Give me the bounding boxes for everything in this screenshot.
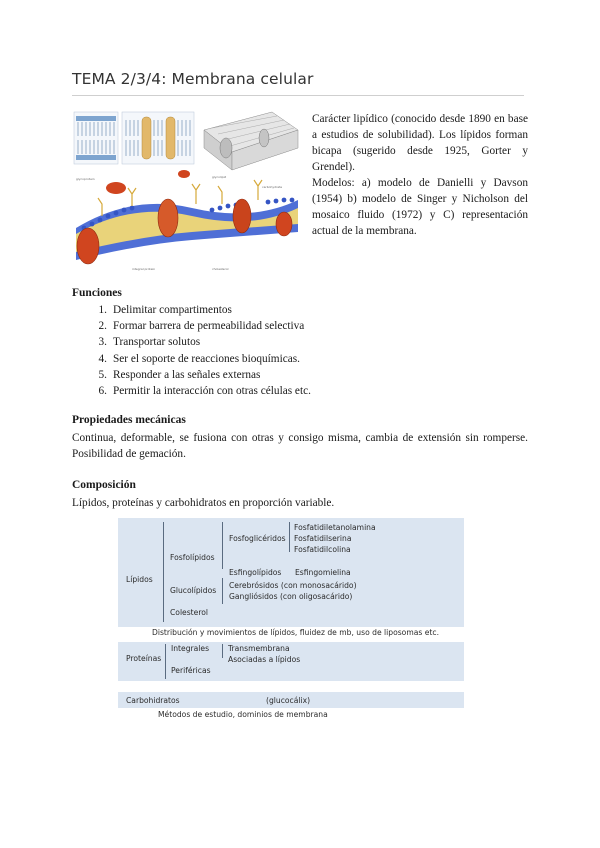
table-divider [165, 644, 166, 679]
esfingolipidos-label: Esfingolípidos [229, 568, 282, 577]
svg-text:carbohydrate: carbohydrate [262, 185, 283, 189]
fosfo-item: Fosfatidilcolina [294, 545, 351, 554]
page-title: TEMA 2/3/4: Membrana celular [72, 70, 314, 88]
list-item: 6. Permitir la interacción con otras células etc. [98, 385, 311, 398]
list-item: 5. Responder a las señales externas [98, 368, 261, 381]
row-label-lipidos: Lípidos [126, 575, 153, 584]
bilayer-model-a [74, 112, 118, 164]
perifericas-label: Periféricas [171, 666, 211, 675]
title-divider [72, 95, 524, 96]
esfingomielina-label: Esfingomielina [295, 568, 351, 577]
svg-text:integral protein: integral protein [132, 267, 156, 271]
current-membrane-illustration [76, 170, 298, 271]
section-heading-composicion: Composición [72, 479, 136, 491]
section-heading-propiedades: Propiedades mecánicas [72, 414, 186, 426]
intro-text [312, 111, 528, 239]
fosfo-item: Fosfatidiletanolamina [294, 523, 376, 532]
table-divider [222, 578, 223, 604]
composicion-text: Lípidos, proteínas y carbohidratos en proporción variable. [72, 497, 335, 509]
membrane-models-figure [72, 108, 300, 274]
fosfolipidos-label: Fosfolípidos [170, 553, 215, 562]
list-item: 3. Transportar solutos [98, 336, 201, 349]
table-divider [163, 522, 164, 622]
table-divider [289, 522, 290, 552]
glucolipidos-label: Glucolípidos [170, 586, 217, 595]
fosfo-item: Fosfatidilserina [294, 534, 352, 543]
list-item: 1. Delimitar compartimentos [98, 304, 232, 316]
fosfogliceridos-label: Fosfoglicéridos [229, 534, 286, 543]
carbohidratos-note: Métodos de estudio, dominios de membrana [158, 710, 328, 719]
asociadas-label: Asociadas a lípidos [228, 655, 301, 664]
propiedades-text: Continua, deformable, se fusiona con otras y consigo misma, cambia de extensión sin romperse. Posibilidad de gemación. [72, 432, 528, 461]
bilayer-model-b [122, 112, 194, 164]
section-heading-funciones: Funciones [72, 287, 122, 299]
mosaic-sketch [204, 112, 298, 170]
list-item: 4. Ser el soporte de reacciones bioquímicas. [98, 352, 300, 365]
list-item: 2. Formar barrera de permeabilidad selectiva [98, 320, 305, 333]
glucocalix-label: (glucocálix) [266, 696, 311, 705]
transmembrana-label: Transmembrana [228, 644, 290, 653]
gangliosidos-label: Gangliósidos (con oligosacárido) [229, 592, 353, 601]
cerebrosidos-label: Cerebrósidos (con monosacárido) [229, 581, 357, 590]
table-divider [222, 522, 223, 569]
table-divider [222, 644, 223, 658]
svg-text:glycolipid: glycolipid [212, 175, 227, 179]
integrales-label: Integrales [171, 644, 210, 653]
row-label-proteinas: Proteínas [126, 654, 162, 663]
funciones-list [72, 302, 311, 399]
row-label-carbohidratos: Carbohidratos [126, 696, 180, 705]
intro-paragraph-models: Modelos: a) modelo de Danielli y Davson (1954) b) modelo de Singer y Nicholson del mosaico fluido (1972) y C) representación actual de la membrana. [312, 177, 528, 237]
intro-paragraph-lipid: Carácter lipídico (conocido desde 1890 en base a estudios de solubilidad). Los lípidos forman bicapa (sugerido desde 1925, Gorter y Grendel). [312, 113, 528, 173]
lipidos-note: Distribución y movimientos de lípidos, fluidez de mb, uso de liposomas etc. [152, 628, 439, 637]
svg-text:cholesterol: cholesterol [212, 267, 229, 271]
colesterol-label: Colesterol [170, 608, 209, 617]
svg-text:glycoprotein: glycoprotein [76, 177, 95, 181]
